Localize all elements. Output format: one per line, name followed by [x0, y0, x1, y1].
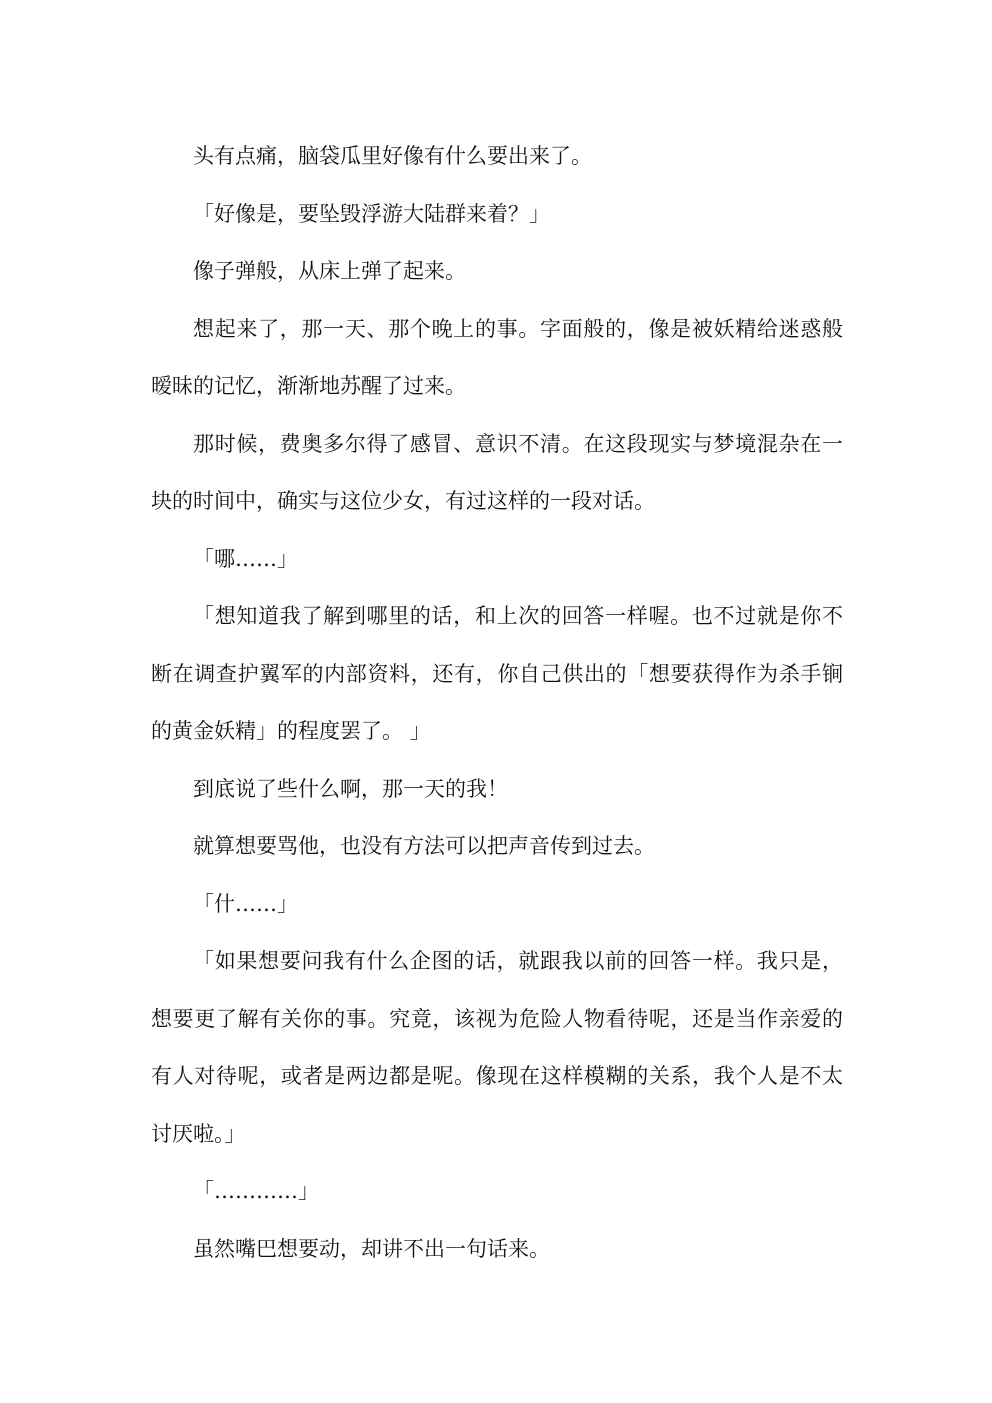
dialogue-paragraph: 「好像是，要坠毁浮游大陆群来着？」 [193, 201, 550, 226]
dialogue-paragraph: 「…………」 [193, 1179, 319, 1203]
dialogue-paragraph: 「如果想要问我有什么企图的话，就跟我以前的回答一样。我只是，想要更了解有关你的事。究竟，该视为危险人物看待呢，还是当作亲爱的有人对待呢，或者是两边都是呢。像现在这样模糊的关系，我个人是不太讨厌啦。」 [151, 949, 843, 1146]
dialogue-paragraph: 「哪……」 [193, 546, 298, 571]
dialogue-paragraph: 「什……」 [193, 891, 298, 916]
document-page [151, 128, 843, 1278]
paragraph: 虽然嘴巴想要动，却讲不出一句话来。 [193, 1236, 550, 1261]
paragraph: 那时候，费奥多尔得了感冒、意识不清。在这段现实与梦境混杂在一块的时间中，确实与这位少女，有过这样的一段对话。 [151, 431, 843, 513]
paragraph: 就算想要骂他，也没有方法可以把声音传到过去。 [193, 834, 655, 858]
paragraph: 头有点痛，脑袋瓜里好像有什么要出来了。 [193, 144, 592, 168]
paragraph: 到底说了些什么啊，那一天的我！ [193, 776, 508, 801]
dialogue-paragraph: 「想知道我了解到哪里的话，和上次的回答一样喔。也不过就是你不断在调查护翼军的内部资料，还有，你自己供出的「想要获得作为杀手锏的黄金妖精」的程度罢了。 」 [151, 604, 843, 743]
paragraph: 想起来了，那一天、那个晚上的事。字面般的，像是被妖精给迷惑般暧昧的记忆，渐渐地苏醒了过来。 [151, 316, 843, 398]
paragraph: 像子弹般，从床上弹了起来。 [193, 259, 466, 283]
